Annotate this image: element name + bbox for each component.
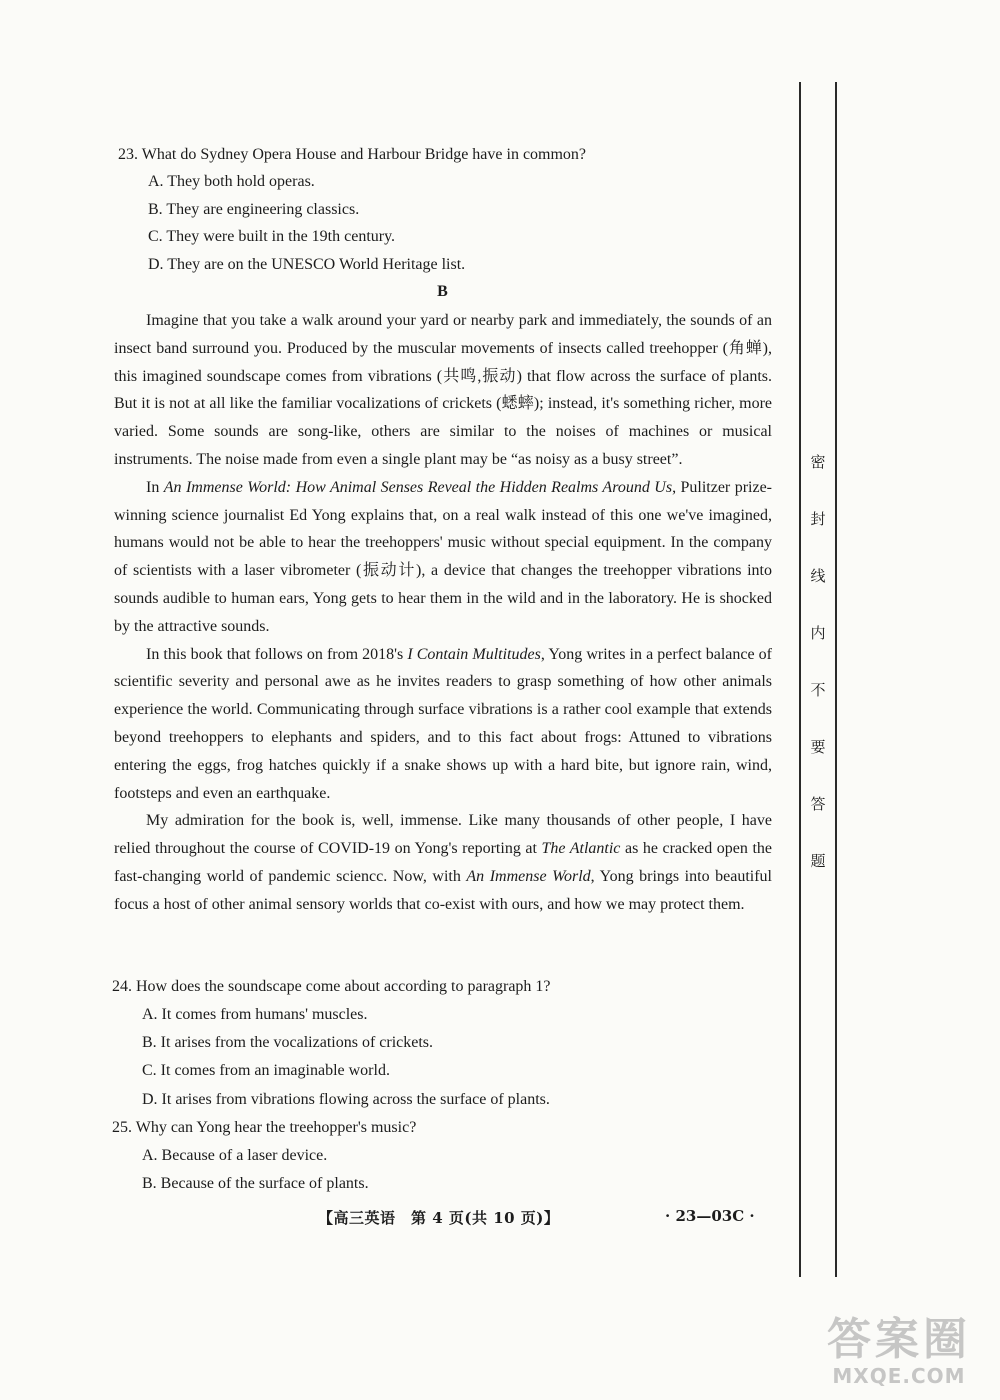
question-23-stem: 23. What do Sydney Opera House and Harbour Bridge have in common? [118, 146, 587, 163]
binding-margin-notice [805, 452, 831, 908]
question-23-option-b: B. They are engineering classics. [148, 200, 360, 218]
question-24 [112, 973, 792, 1114]
watermark-url: MXQE.COM [832, 1364, 966, 1388]
binding-char: 线 [810, 567, 826, 585]
book-title-repeat: An Immense World [466, 867, 591, 885]
binding-char: 内 [810, 624, 826, 642]
binding-char: 要 [810, 738, 826, 756]
paragraph-2-body: , Pulitzer prize-winning science journalist Ed Yong explains that, on a real walk instead of this one we've imagined, humans would not be able to hear the treehoppers' music without special equipment. In the company of scientists with a laser vibrometer (振动计), a device that changes the treehopper vibrations into sounds audible to human ears, Yong gets to hear them in the wild and in the laboratory. He is shocked by the attractive sounds. [114, 478, 773, 635]
question-24-option-b: B. It arises from the vocalizations of crickets. [142, 1034, 434, 1052]
paragraph-3-body: , Yong writes in a perfect balance of scientific severity and personal awe as he invites readers to grasp something of how other animals experience the world. Communicating through surface vibrations is a rather cool example that extends beyond treehoppers to elephants and spiders, and to this fact about frogs: Attuned to vibrations entering the eggs, frog hatches quickly if a snake shows up with a hard bite, but ignore rain, wind, footsteps and even an earthquake. [114, 645, 773, 802]
magazine-title: The Atlantic [541, 840, 621, 858]
paragraph-4-middle: as he cracked open the fast-changing world of pandemic sciencc. Now, with [114, 840, 772, 885]
paragraph-3 [114, 641, 772, 808]
paragraph-4-body: , Yong brings into beautiful focus a host of other animal sensory worlds that co-exist with ours, and how we may protect them. [114, 867, 772, 913]
page-footer [0, 1207, 1000, 1231]
previous-book-title: I Contain Multitudes [407, 645, 541, 663]
question-24-option-c: C. It comes from an imaginable world. [142, 1062, 390, 1080]
question-23 [118, 142, 798, 278]
question-25 [112, 1114, 792, 1198]
binding-char: 答 [810, 795, 826, 813]
question-25-option-b: B. Because of the surface of plants. [142, 1175, 369, 1193]
paragraph-2 [114, 474, 772, 641]
question-25-option-a: A. Because of a laser device. [142, 1147, 328, 1164]
footer-exam-code: · 23—03C · [665, 1207, 755, 1225]
footer-page-label: 【高三英语 第 4 页(共 10 页)】 [318, 1209, 560, 1227]
binding-char: 题 [810, 852, 826, 870]
question-24-option-a: A. It comes from humans' muscles. [142, 1006, 368, 1023]
binding-char: 封 [810, 510, 826, 528]
question-23-option-d: D. They are on the UNESCO World Heritage list. [148, 255, 466, 273]
question-24-stem: 24. How does the soundscape come about according to paragraph 1? [112, 978, 551, 995]
reading-passage [114, 307, 772, 919]
question-24-option-d: D. It arises from vibrations flowing across the surface of plants. [142, 1090, 550, 1108]
book-title: An Immense World: How Animal Senses Reveal the Hidden Realms Around Us [163, 478, 673, 496]
paragraph-4 [114, 807, 772, 918]
binding-char: 不 [810, 681, 826, 699]
binding-line-outer [835, 82, 837, 1277]
paragraph-3-lead: In this book that follows on from 2018's [146, 645, 408, 663]
paragraph-2-lead: In [146, 478, 164, 496]
question-23-option-a: A. They both hold operas. [148, 173, 315, 190]
question-23-option-c: C. They were built in the 19th century. [148, 228, 396, 245]
watermark-logo-text: 答案圈 [827, 1314, 971, 1365]
watermark-logo [806, 1316, 992, 1396]
section-title: B [437, 283, 448, 300]
paragraph-1: Imagine that you take a walk around your yard or nearby park and immediately, the sounds of an insect band surround you. Produced by the muscular movements of insects called treehopper (角蝉), this imagined soundscape comes from vibrations (共鸣,振动) that flow across the surface of plants. But it is not at all like the familiar vocalizations of crickets (蟋蟀); instead, it's something richer, more varied. Some sounds are song-like, others are similar to the noises of machines or musical instruments. The noise made from even a single plant may be “as noisy as a busy street”. [114, 312, 772, 468]
binding-line-inner [799, 82, 801, 1277]
question-25-stem: 25. Why can Yong hear the treehopper's music? [112, 1119, 417, 1136]
binding-char: 密 [810, 453, 826, 471]
paragraph-4-lead: My admiration for the book is, well, immense. Like many thousands of other people, I have relied throughout the course of COVID-19 on Yong's reporting at [114, 812, 772, 858]
